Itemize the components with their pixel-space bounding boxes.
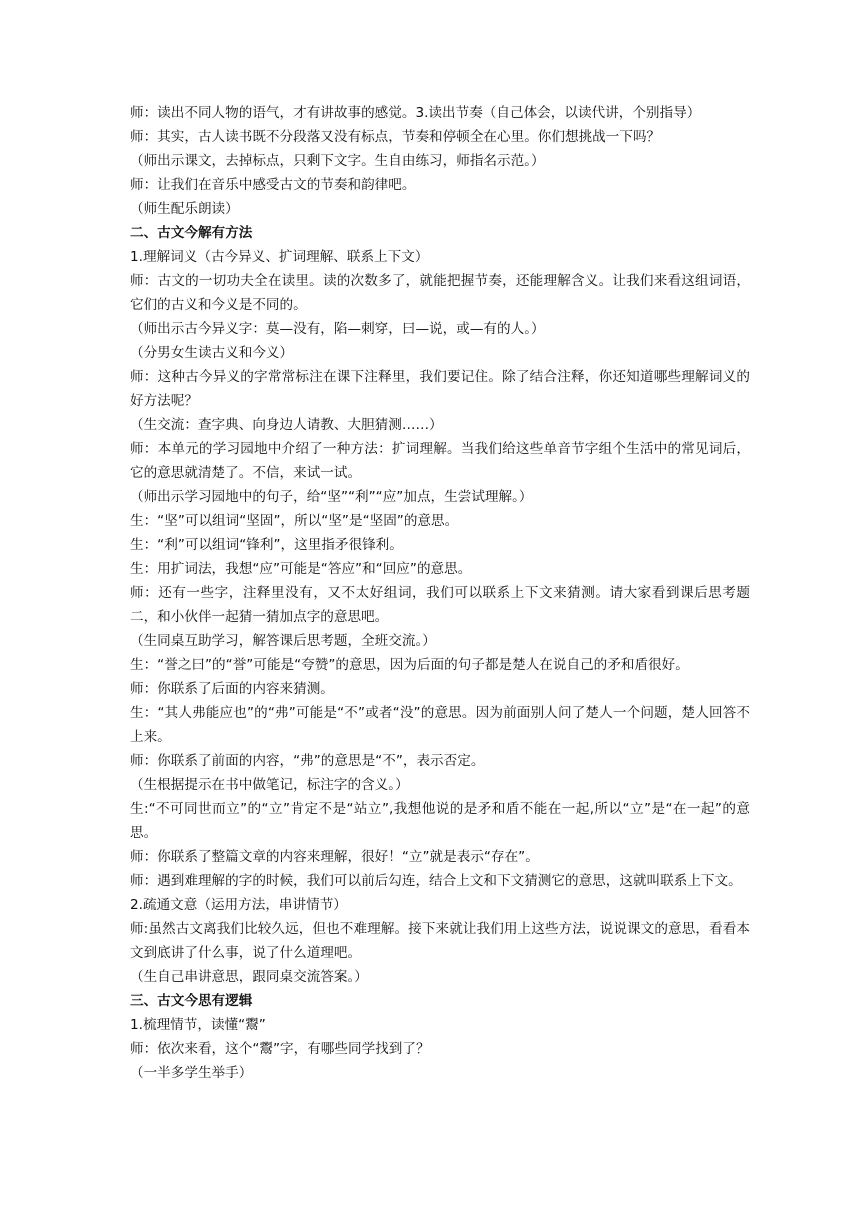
subsection-heading: 2.疏通文意（运用方法，串讲情节）: [130, 897, 347, 913]
paragraph: （生根据提示在书中做笔记，标注字的含义。）: [130, 777, 409, 793]
paragraph: 师：你联系了前面的内容，“弗”的意思是“不”，表示否定。: [130, 753, 485, 769]
subsection-heading: 1.理解词义（古今异义、扩词理解、联系上下文）: [130, 249, 429, 265]
paragraph: 师：遇到难理解的字的时候，我们可以前后勾连，结合上文和下文猜测它的意思，这就叫联系上下文。: [130, 873, 742, 889]
paragraph: 师：本单元的学习园地中介绍了一种方法：扩词理解。当我们给这些单音节字组个生活中的常见词后，它的意思就清楚了。不信，来试一试。: [130, 441, 750, 481]
paragraph: 师：你联系了整篇文章的内容来理解，很好！“立”就是表示“存在”。: [130, 849, 539, 865]
paragraph: （师出示古今异义字：莫—没有，陷—刺穿，曰—说，或—有的人。）: [130, 321, 545, 337]
paragraph: （生自己串讲意思，跟同桌交流答案。）: [130, 969, 368, 985]
paragraph: 师:虽然古文离我们比较久远，但也不难理解。接下来就让我们用上这些方法，说说课文的意思，看看本文到底讲了什么事，说了什么道理吧。: [130, 921, 750, 961]
paragraph: 师：古文的一切功夫全在读里。读的次数多了，就能把握节奏，还能理解含义。让我们来看这组词语，它们的古义和今义是不同的。: [130, 273, 750, 313]
paragraph: （分男女生读古义和今义）: [130, 345, 294, 361]
paragraph: （一半多学生举手）: [130, 1065, 253, 1081]
paragraph: 师：其实，古人读书既不分段落又没有标点，节奏和停顿全在心里。你们想挑战一下吗？: [130, 129, 661, 145]
paragraph: （生同桌互助学习，解答课后思考题，全班交流。）: [130, 633, 436, 649]
paragraph: （生交流：查字典、向身边人请教、大胆猜测……）: [130, 417, 443, 433]
paragraph: 师：这种古今异义的字常常标注在课下注释里，我们要记住。除了结合注释，你还知道哪些理解词义的好方法呢？: [130, 369, 750, 409]
paragraph: 生：“誉之曰”的“誉”可能是“夸赞”的意思，因为后面的句子都是楚人在说自己的矛和盾很好。: [130, 657, 689, 673]
paragraph: 师：读出不同人物的语气，才有讲故事的感觉。3.读出节奏（自己体会，以读代讲，个别指导）: [130, 105, 701, 121]
paragraph: 师：让我们在音乐中感受古文的节奏和韵律吧。: [130, 177, 416, 193]
paragraph: 师：依次来看，这个“鬻”字，有哪些同学找到了？: [130, 1041, 430, 1057]
paragraph: （师出示学习园地中的句子，给“坚”“利”“应”加点，生尝试理解。）: [130, 489, 533, 505]
paragraph: 生：“利”可以组词“锋利”，这里指矛很锋利。: [130, 537, 403, 553]
paragraph: 师：你联系了后面的内容来猜测。: [130, 681, 334, 697]
paragraph: 生:“不可同世而立”的“立”肯定不是“站立”,我想他说的是矛和盾不能在一起,所以“立”是“在一起”的意思。: [130, 801, 750, 841]
paragraph: （师出示课文，去掉标点，只剩下文字。生自由练习，师指名示范。）: [130, 153, 545, 169]
paragraph: （师生配乐朗读）: [130, 201, 239, 217]
paragraph: 生：“坚”可以组词“坚固”，所以“坚”是“坚固”的意思。: [130, 513, 459, 529]
section-heading: 二、古文今解有方法: [130, 225, 253, 241]
paragraph: 生：“其人弗能应也”的“弗”可能是“不”或者“没”的意思。因为前面别人问了楚人一个问题，楚人回答不上来。: [130, 705, 750, 745]
subsection-heading: 1.梳理情节，读懂“鬻”: [130, 1017, 266, 1033]
paragraph: 师：还有一些字，注释里没有，又不太好组词，我们可以联系上下文来猜测。请大家看到课后思考题二，和小伙伴一起猜一猜加点字的意思吧。: [130, 585, 750, 625]
paragraph: 生：用扩词法，我想“应”可能是“答应”和“回应”的意思。: [130, 561, 472, 577]
section-heading: 三、古文今思有逻辑: [130, 993, 253, 1009]
